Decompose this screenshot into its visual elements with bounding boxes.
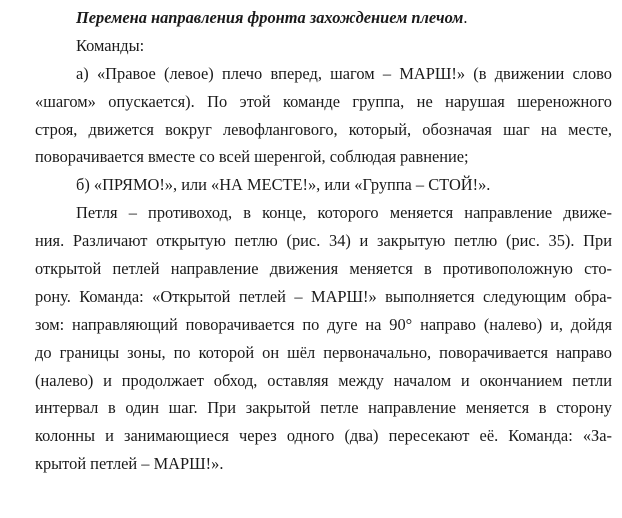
section-heading-text: Перемена направления фронта захождением плечом <box>76 8 464 27</box>
loop-line: зом: направляющий поворачивается по дуге на 90° направо (налево) и, дойдя <box>35 314 612 334</box>
loop-line: (налево) и продолжает обход, оставляя между началом и окончанием петли <box>35 370 612 390</box>
loop-line: интервал в один шаг. При закрытой петле направление меняется в сторону <box>35 398 612 418</box>
loop-line: до границы зоны, по которой он шёл первоначально, поворачивается направо <box>35 342 612 362</box>
item-b-paragraph: б) «ПРЯМО!», или «НА МЕСТЕ!», или «Группа – СТОЙ!». <box>76 175 491 195</box>
commands-label: Команды: <box>76 35 145 55</box>
loop-paragraph <box>35 199 612 478</box>
item-a-paragraph <box>35 60 612 172</box>
item-a-line: «шагом» опускается). По этой команде группа, не нарушая шереножного <box>35 91 612 111</box>
item-a-line: поворачивается вместе со всей шеренгой, соблюдая равнение; <box>35 147 469 167</box>
loop-line: рону. Команда: «Открытой петлей – МАРШ!» выполняется следующим обра- <box>35 286 612 306</box>
loop-line: Петля – противоход, в конце, которого меняется направление движе- <box>76 203 612 223</box>
loop-line: ния. Различают открытую петлю (рис. 34) и закрытую петлю (рис. 35). При <box>35 231 612 251</box>
section-heading-period: . <box>463 8 468 27</box>
item-a-line: а) «Правое (левое) плечо вперед, шагом – МАРШ!» (в движении слово <box>76 63 612 83</box>
loop-line: колонны и занимающиеся через одного (два) пересекают её. Команда: «За- <box>35 426 612 446</box>
item-a-line: строя, движется вокруг левофлангового, который, обозначая шаг на месте, <box>35 119 612 139</box>
section-heading <box>35 4 612 32</box>
loop-line: открытой петлей направление движения меняется в противоположную сто- <box>35 259 612 279</box>
loop-line: крытой петлей – МАРШ!». <box>35 454 224 474</box>
